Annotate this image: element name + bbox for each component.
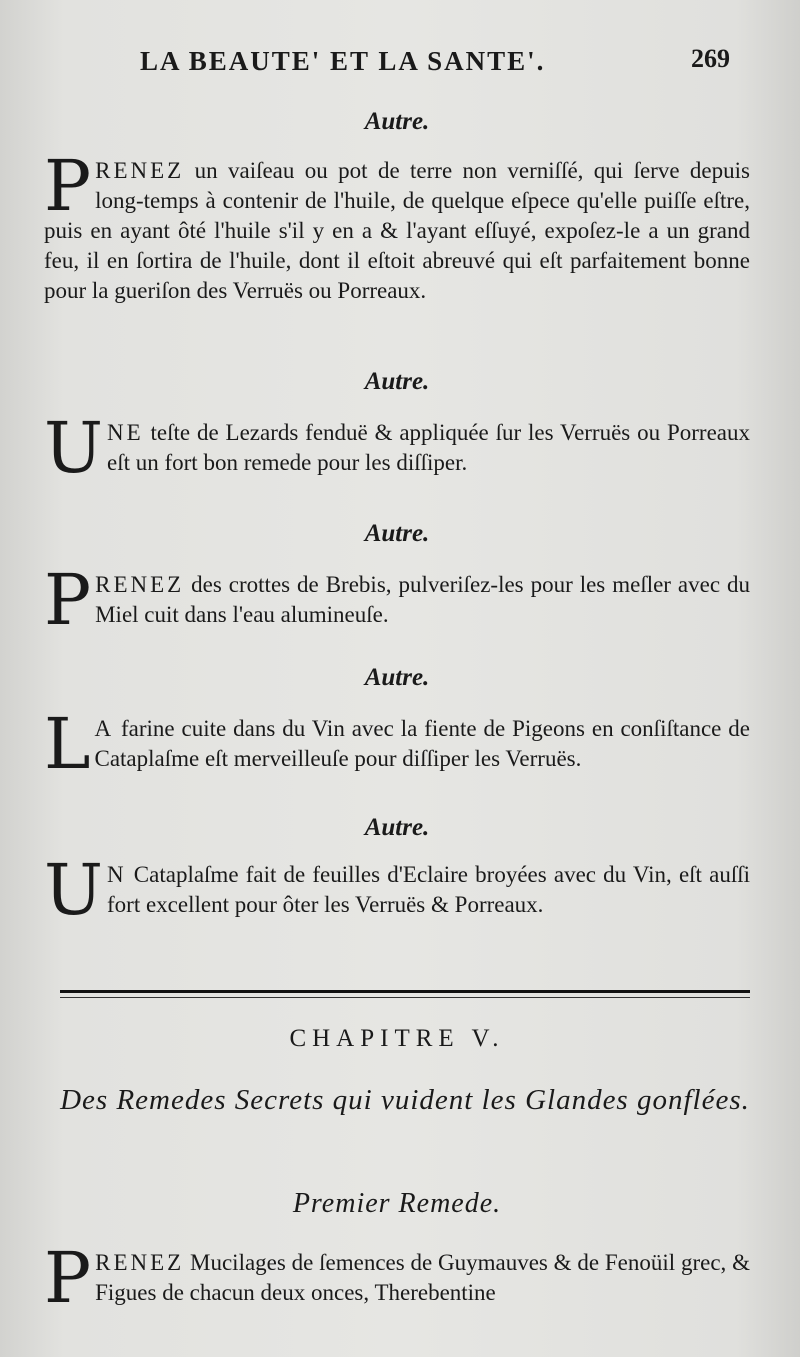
- remedy-heading: Premier Remede.: [292, 1188, 502, 1219]
- paragraph-text: teſte de Lezards fenduë & appliquée ſur les Verruës ou Porreaux eſt un fort bon remede pour les diſſiper.: [107, 420, 750, 475]
- recipe-section-1: [44, 108, 750, 306]
- lead-word: A: [94, 716, 115, 741]
- recipe-paragraph: [44, 559, 750, 641]
- paragraph-text: farine cuite dans du Vin avec la fiente de Pigeons en conſiſtance de Cataplaſme eſt merveilleuſe pour diſſiper les Verruës.: [94, 716, 750, 771]
- recipe-section-2: [44, 368, 750, 489]
- drop-cap: L: [44, 703, 91, 785]
- chapter-divider-rule: [60, 990, 750, 998]
- section-heading: Autre.: [364, 520, 430, 547]
- recipe-paragraph: [44, 703, 750, 785]
- paragraph-text: des crottes de Brebis, pulveriſez-les pour les meſler avec du Miel cuit dans l'eau alumineuſe.: [95, 572, 750, 627]
- chapter-subtitle: Des Remedes Secrets qui vuident les Glandes gonflées.: [60, 1084, 750, 1116]
- section-heading: Autre.: [364, 108, 430, 135]
- lead-word: RENEZ: [95, 158, 185, 183]
- page-number: 269: [691, 44, 730, 73]
- section-heading: Autre.: [364, 664, 430, 691]
- recipe-section-5: [44, 814, 750, 931]
- recipe-paragraph: [44, 849, 750, 931]
- running-title: LA BEAUTE' ET LA SANTE'.: [140, 46, 546, 76]
- lead-word: NE: [107, 420, 144, 445]
- drop-cap: U: [44, 407, 103, 489]
- remedy-paragraph: [44, 1237, 750, 1319]
- recipe-paragraph: [44, 145, 750, 306]
- recipe-paragraph: [44, 407, 750, 489]
- chapter-title: CHAPITRE V.: [289, 1025, 505, 1052]
- drop-cap: P: [44, 145, 92, 227]
- drop-cap: P: [44, 1237, 92, 1319]
- recipe-section-3: [44, 520, 750, 641]
- running-header: [140, 40, 730, 80]
- remedy-section: [44, 1237, 750, 1319]
- lead-word: RENEZ: [95, 1250, 185, 1275]
- lead-word: N: [107, 862, 127, 887]
- drop-cap: P: [44, 559, 92, 641]
- drop-cap: U: [44, 849, 103, 931]
- paragraph-text: Cataplaſme fait de feuilles d'Eclaire broyées avec du Vin, eſt auſſi fort excellent pour ôter les Verruës & Porreaux.: [107, 862, 750, 917]
- paragraph-text: Mucilages de ſemences de Guymauves & de Fenoüil grec, & Figues de chacun deux onces, Therebentine: [95, 1250, 750, 1305]
- recipe-section-4: [44, 664, 750, 785]
- paragraph-text: un vaiſeau ou pot de terre non verniſſé, qui ſerve depuis long-temps à contenir de l'huile, de quelque eſpece qu'elle puiſſe eſtre, puis en ayant ôté l'huile s'il y en a & l'ayant eſſuyé, expoſez-le a un grand feu, il en ſortira de l'huile, dont il eſtoit abreuvé qui eſt parfaitement bonne pour la gueriſon des Verruës ou Porreaux.: [44, 158, 750, 303]
- section-heading: Autre.: [364, 814, 430, 841]
- lead-word: RENEZ: [95, 572, 185, 597]
- section-heading: Autre.: [364, 368, 430, 395]
